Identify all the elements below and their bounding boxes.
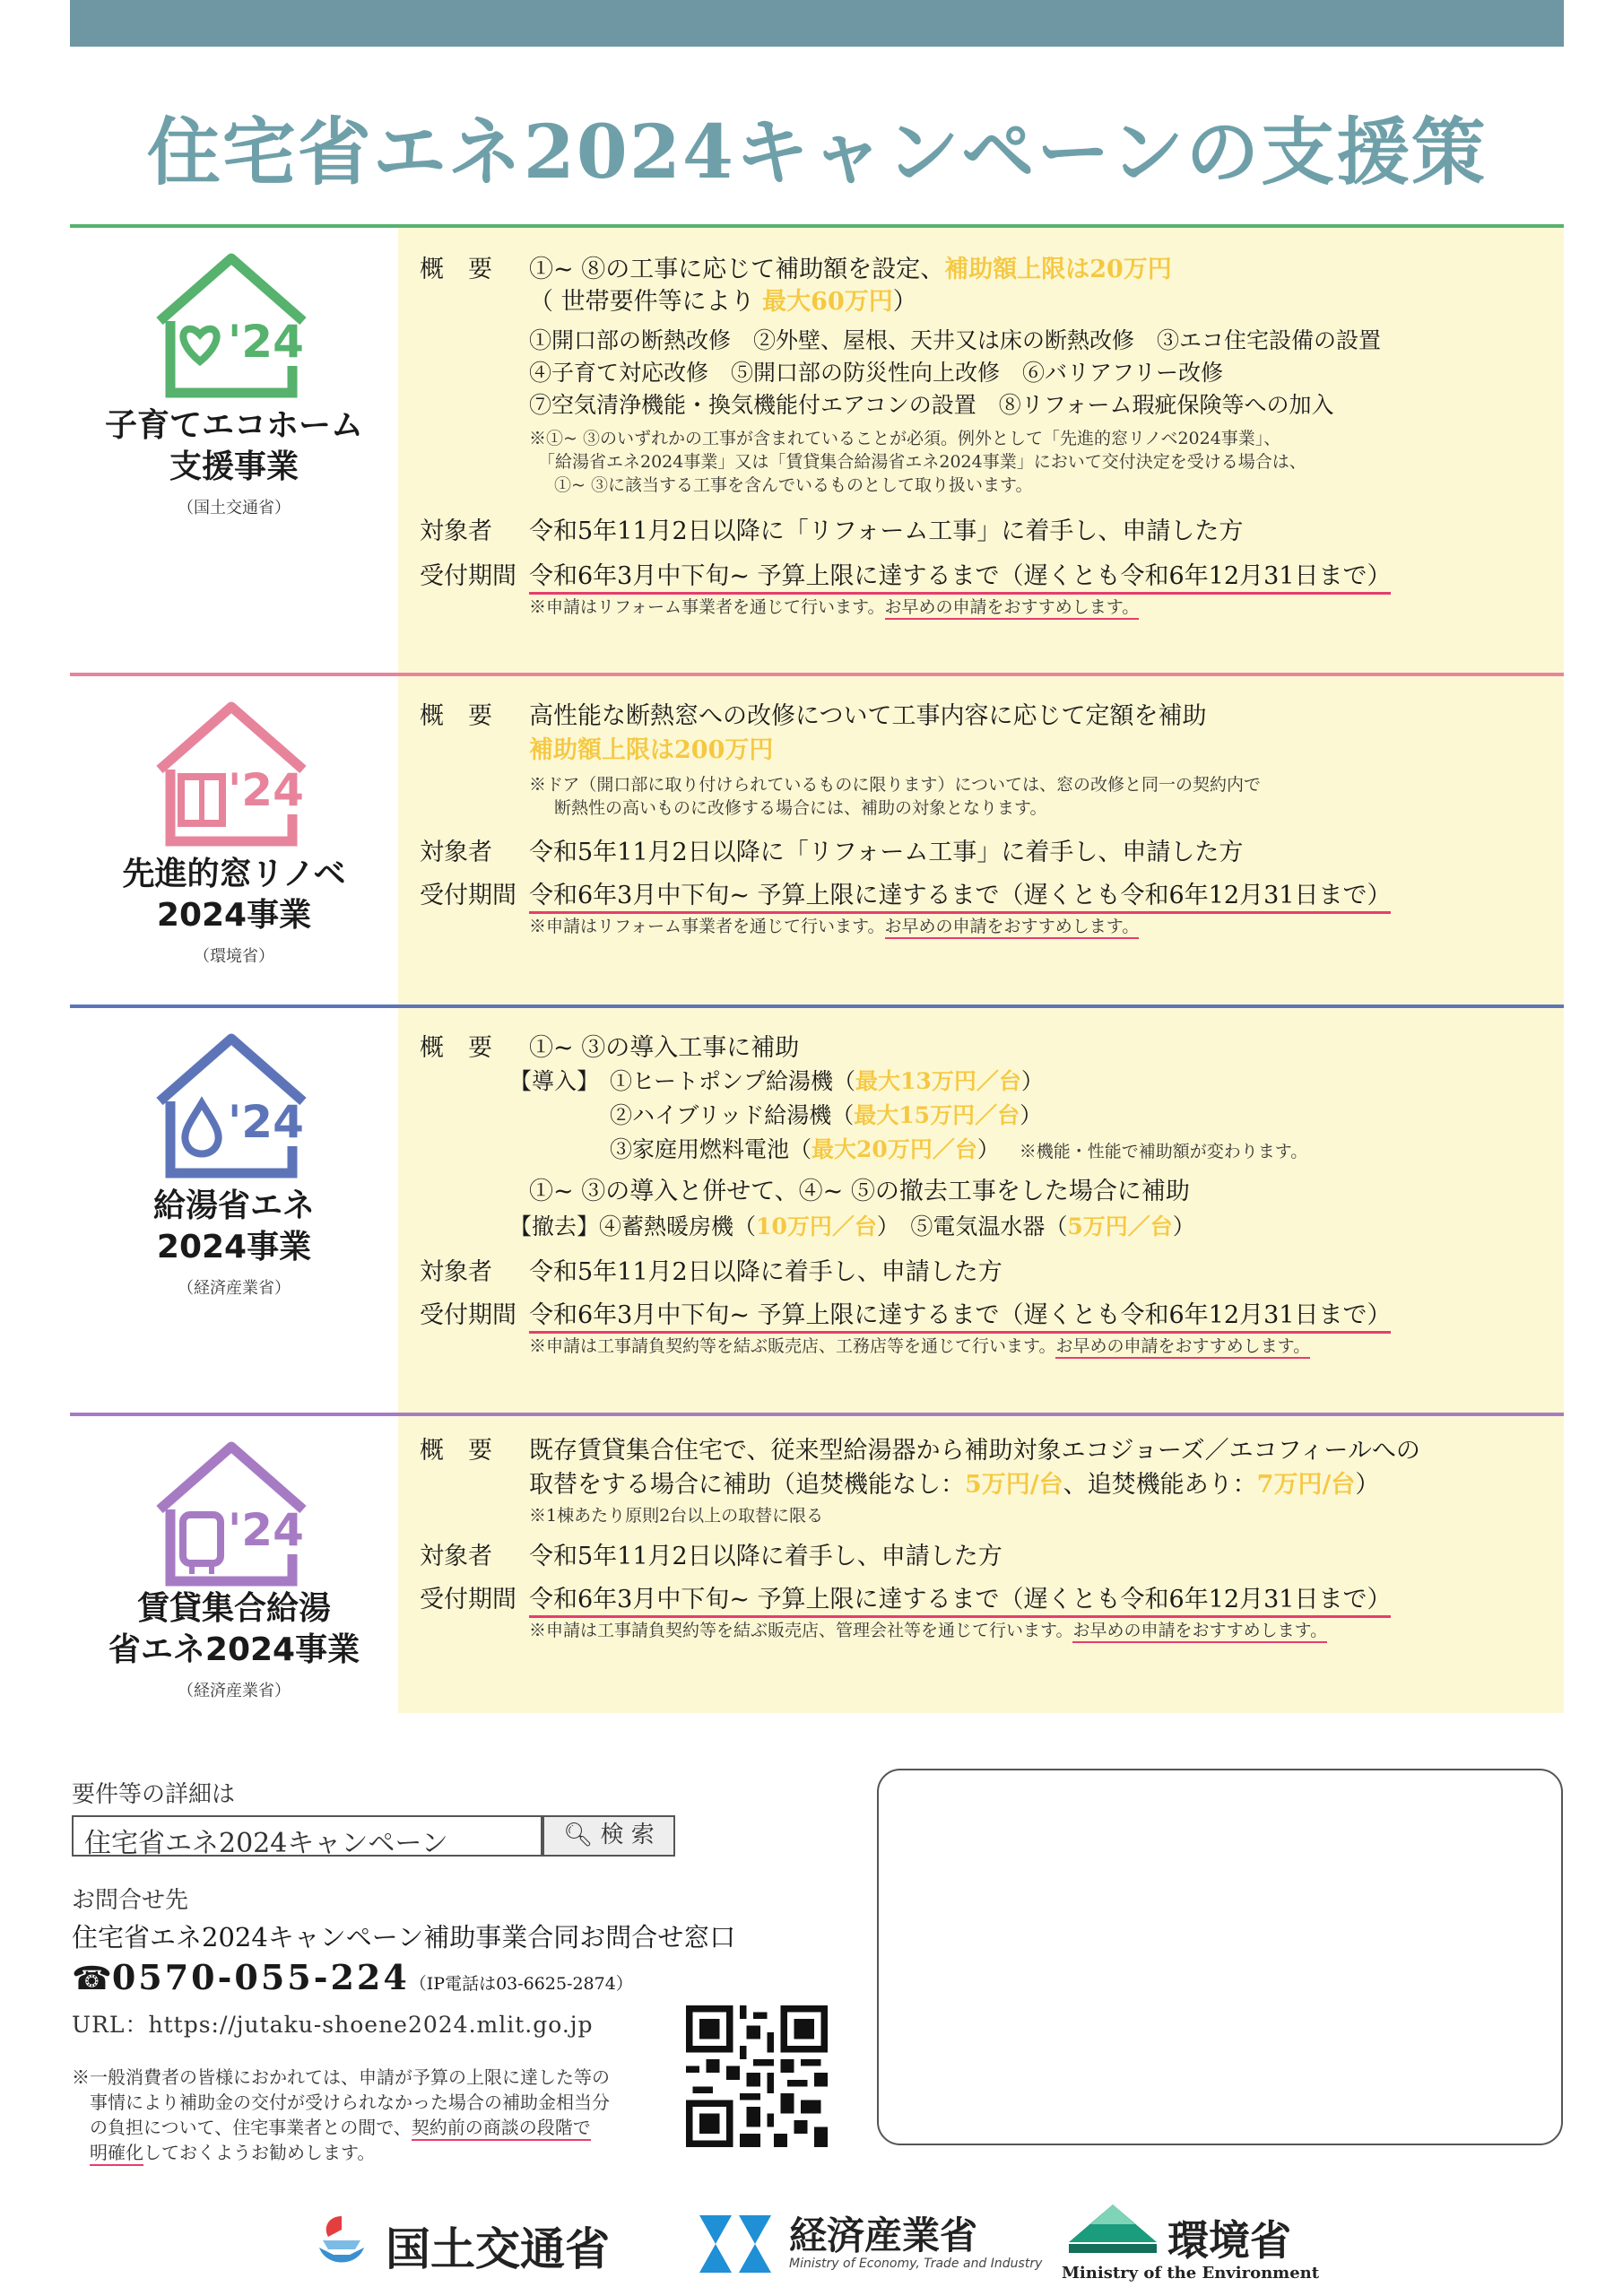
inquiry-label: お問合せ先 (72, 1887, 189, 1914)
label-overview: 概 要 (420, 1034, 492, 1062)
svg-text:'24: '24 (228, 316, 304, 368)
work-item-line: ④子育て対応改修 ⑤開口部の防災性向上改修 ⑥バリアフリー改修 (529, 360, 1224, 386)
period-text: 令和6年3月中下旬~ 予算上限に達するまで（遅くとも令和6年12月31日まで） (529, 556, 1391, 591)
overview-cap: 補助額上限は200万円 (529, 736, 774, 764)
intro-item: ②ハイブリッド給湯機（最大15万円／台） (610, 1102, 1043, 1128)
url-link[interactable]: URL：https://jutaku-shoene2024.mlit.go.jp (72, 2012, 594, 2038)
intro-label: 【導入】 (509, 1068, 600, 1094)
target-text: 令和5年11月2日以降に着手し、申請した方 (529, 1258, 1002, 1286)
note-line: ※1棟あたり原則2台以上の取替に限る (529, 1506, 824, 1526)
search-icon: 🔍︎ (563, 1822, 594, 1848)
overview-amount: 取替をする場合に補助（追焚機能なし：5万円/台、追焚機能あり：7万円/台） (529, 1471, 1380, 1499)
footnote: ※申請はリフォーム事業者を通じて行います。お早めの申請をおすすめします。 (529, 594, 1139, 618)
top-banner (70, 0, 1564, 47)
work-item-line: ⑦空気清浄機能・換気機能付エアコンの設置 ⑧リフォーム瑕疵保険等への加入 (529, 392, 1334, 418)
section-kyuto (70, 1004, 1564, 1413)
label-period: 受付期間 (420, 1301, 516, 1329)
overview-removal: ①~ ③の導入と併せて、④~ ⑤の撤去工事をした場合に補助 (529, 1178, 1190, 1205)
meti-name: 経済産業省 (789, 2213, 978, 2257)
qr-code-icon[interactable] (686, 2005, 828, 2147)
meti-name-en: Ministry of Economy, Trade and Industry (789, 2257, 1043, 2271)
disclaimer-line: の負担について、住宅事業者との間で、契約前の商談の段階で (90, 2113, 591, 2139)
footnote: ※申請は工事請負契約等を結ぶ販売店、工務店等を通じて行います。お早めの申請をおすすめします。 (529, 1333, 1310, 1357)
mlit-name: 国土交通省 (386, 2223, 610, 2275)
note-line: ※ドア（開口部に取り付けられているものに限ります）については、窓の改修と同一の契約内で (529, 775, 1262, 795)
label-target: 対象者 (420, 1543, 492, 1570)
ministry-label: （経済産業省） (178, 1279, 291, 1298)
intro-item: ③家庭用燃料電池（最大20万円／台） ※機能・性能で補助額が変わります。 (610, 1136, 1308, 1162)
note-line: ①~ ③に該当する工事を含んでいるものとして取り扱います。 (554, 475, 1033, 495)
label-target: 対象者 (420, 839, 492, 866)
program-name: 先進的窓リノベ 2024事業 (122, 856, 346, 934)
contact-stamp-area (877, 1769, 1563, 2145)
section-chintai (70, 1413, 1564, 1713)
footnote: ※申請はリフォーム事業者を通じて行います。お早めの申請をおすすめします。 (529, 913, 1139, 937)
ministry-label: （国土交通省） (178, 499, 291, 517)
svg-text:'24: '24 (228, 1504, 304, 1556)
period-text: 令和6年3月中下旬~ 予算上限に達するまで（遅くとも令和6年12月31日まで） (529, 875, 1391, 910)
phone-icon: ☎ (72, 1961, 112, 1997)
overview-max: （ 世帯要件等により 最大60万円） (529, 288, 917, 316)
label-period: 受付期間 (420, 882, 516, 909)
window-house-icon (151, 698, 312, 850)
label-overview: 概 要 (420, 702, 492, 730)
target-text: 令和5年11月2日以降に「リフォーム工事」に着手し、申請した方 (529, 839, 1244, 866)
env-name: 環境省 (1167, 2216, 1291, 2265)
env-name-en: Ministry of the Environment (1062, 2264, 1320, 2283)
overview-text: 高性能な断熱窓への改修について工事内容に応じて定額を補助 (529, 702, 1207, 730)
env-logo-icon (1063, 2201, 1162, 2258)
label-target: 対象者 (420, 1258, 492, 1286)
overview-text: ①~ ⑧の工事に応じて補助額を設定、補助額上限は20万円 (529, 256, 1172, 283)
note-line: ※①~ ③のいずれかの工事が含まれていることが必須。例外として「先進的窓リノベ2024事業」、 (529, 429, 1281, 448)
page-title: 住宅省エネ2024キャンペーンの支援策 (146, 109, 1488, 196)
overview-text: ①~ ③の導入工事に補助 (529, 1034, 800, 1062)
program-name: 給湯省エネ 2024事業 (152, 1187, 315, 1265)
svg-text:'24: '24 (228, 1096, 304, 1148)
program-name: 賃貸集合給湯 省エネ2024事業 (108, 1590, 360, 1668)
heart-house-icon (151, 249, 312, 402)
note-line: 「給湯省エネ2024事業」又は「賃貸集合給湯省エネ2024事業」において交付決定を受ける場合は、 (538, 452, 1306, 472)
inquiry-office: 住宅省エネ2024キャンペーン補助事業合同お問合せ窓口 (72, 1922, 736, 1952)
intro-item: ①ヒートポンプ給湯機（最大13万円／台） (610, 1068, 1044, 1094)
label-period: 受付期間 (420, 562, 516, 590)
disclaimer-line: 明確化しておくようお勧めします。 (90, 2138, 375, 2164)
disclaimer-line: 事情により補助金の交付が受けられなかった場合の補助金相当分 (90, 2092, 610, 2113)
mlit-logo-icon (310, 2212, 373, 2274)
work-item-line: ①開口部の断熱改修 ②外壁、屋根、天井又は床の断熱改修 ③エコ住宅設備の設置 (529, 327, 1382, 353)
label-overview: 概 要 (420, 1437, 492, 1465)
footnote: ※申請は工事請負契約等を結ぶ販売店、管理会社等を通じて行います。お早めの申請をおすすめします。 (529, 1617, 1327, 1641)
label-overview: 概 要 (420, 256, 492, 283)
ministry-label: （経済産業省） (178, 1682, 291, 1700)
search-input[interactable]: 住宅省エネ2024キャンペーン (72, 1815, 542, 1857)
label-target: 対象者 (420, 517, 492, 545)
svg-text:'24: '24 (228, 764, 304, 816)
search-button[interactable]: 🔍︎ 検 索 (542, 1815, 675, 1857)
note-line: 断熱性の高いものに改修する場合には、補助の対象となります。 (554, 798, 1047, 818)
program-name: 子育てエコホーム 支援事業 (104, 407, 363, 485)
phone-row: ☎0570-055-224（IP電話は03-6625-2874） (72, 1957, 633, 1997)
section-mado (70, 673, 1564, 1004)
disclaimer-line: ※一般消費者の皆様におかれては、申請が予算の上限に達した等の (72, 2066, 610, 2088)
ministry-label: （環境省） (194, 947, 274, 966)
period-text: 令和6年3月中下旬~ 予算上限に達するまで（遅くとも令和6年12月31日まで） (529, 1579, 1391, 1614)
section-kosodate (70, 224, 1564, 673)
removal-line: 【撤去】④蓄熱暖房機（10万円／台） ⑤電気温水器（5万円／台） (509, 1213, 1195, 1239)
water-drop-house-icon (151, 1030, 312, 1182)
target-text: 令和5年11月2日以降に着手し、申請した方 (529, 1543, 1002, 1570)
water-heater-house-icon (151, 1438, 312, 1590)
target-text: 令和5年11月2日以降に「リフォーム工事」に着手し、申請した方 (529, 517, 1244, 545)
period-text: 令和6年3月中下旬~ 予算上限に達するまで（遅くとも令和6年12月31日まで） (529, 1295, 1391, 1330)
phone-number[interactable]: 0570-055-224 (111, 1957, 410, 1997)
label-period: 受付期間 (420, 1586, 516, 1613)
details-label: 要件等の詳細は (72, 1781, 236, 1808)
meti-logo-icon (690, 2206, 780, 2282)
overview-text: 既存賃貸集合住宅で、従来型給湯器から補助対象エコジョーズ／エコフィールへの (529, 1437, 1420, 1465)
